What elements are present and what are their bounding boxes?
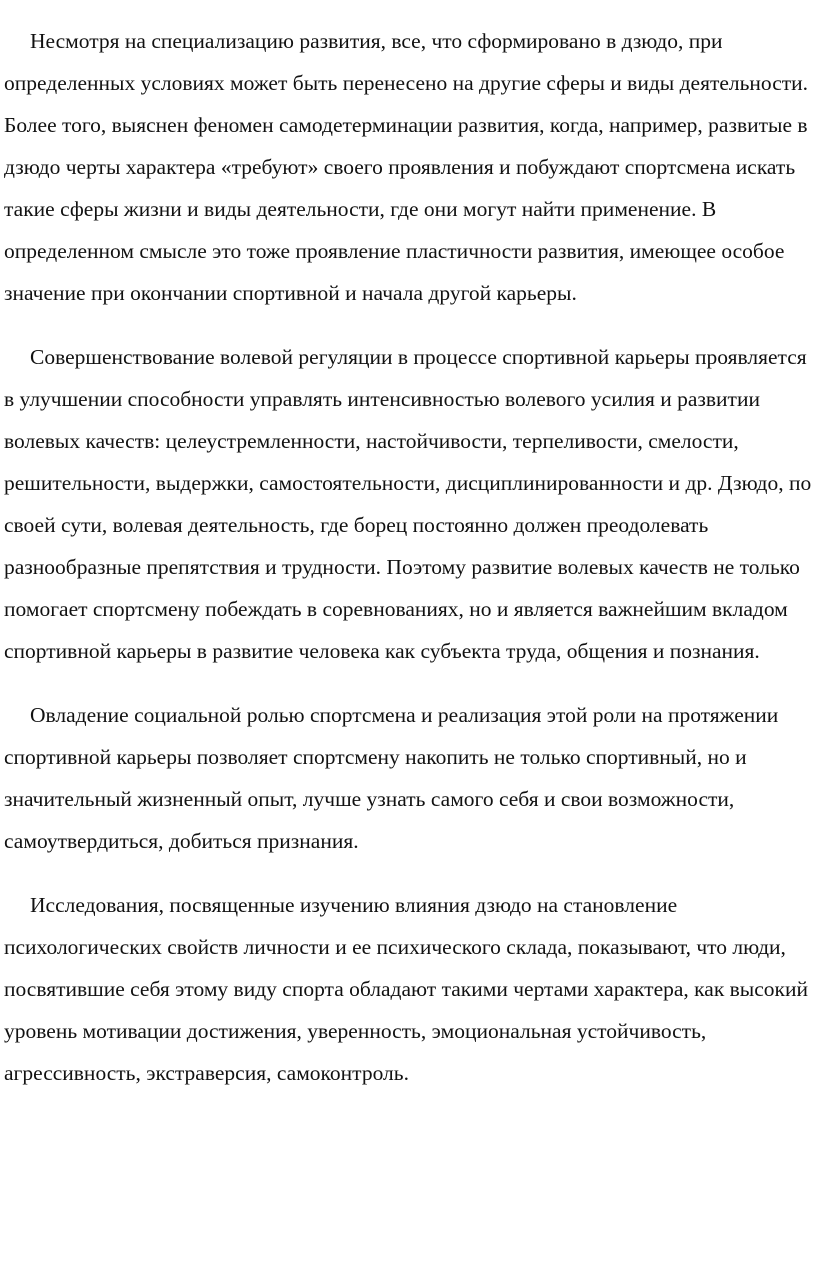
paragraph-volitional-regulation: Совершенствование волевой регуляции в процессе спортивной карьеры проявляется в улучшении способности управлять интенсивностью волевого усилия и развитии волевых качеств: целеустремленности, настойчивости, терпеливости, смелости, решительности, выдержки, самостоятельности, дисциплинированности и др. Дзюдо, по своей сути, волевая деятельность, где борец постоянно должен преодолевать разнообразные препятствия и трудности. Поэтому развитие волевых качеств не только помогает спортсмену побеждать в соревнованиях, но и является важнейшим вкладом спортивной карьеры в развитие человека как субъекта труда, общения и познания.	[4, 345, 812, 663]
paragraph-social-role: Овладение социальной ролью спортсмена и реализация этой роли на протяжении спортивной карьеры позволяет спортсмену накопить не только спортивный, но и значительный жизненный опыт, лучше узнать самого себя и свои возможности, самоутвердиться, добиться признания.	[4, 703, 779, 853]
paragraph-gap	[4, 672, 812, 694]
paragraph-gap	[4, 862, 812, 884]
paragraph-research: Исследования, посвященные изучению влияния дзюдо на становление психологических свойств личности и ее психического склада, показывают, что люди, посвятившие себя этому виду спорта обладают такими чертами характера, как высокий уровень мотивации достижения, уверенность, эмоциональная устойчивость, агрессивность, экстраверсия, самоконтроль.	[4, 893, 808, 1085]
paragraph-gap	[4, 314, 812, 336]
paragraph-specialization: Несмотря на специализацию развития, все, что сформировано в дзюдо, при определенных условиях может быть перенесено на другие сферы и виды деятельности. Более того, выяснен феномен самодетерминации развития, когда, например, развитые в дзюдо черты характера «требуют» своего проявления и побуждают спортсмена искать такие сферы жизни и виды деятельности, где они могут найти применение. В определенном смысле это тоже проявление пластичности развития, имеющее особое значение при окончании спортивной и начала другой карьеры.	[4, 29, 809, 305]
